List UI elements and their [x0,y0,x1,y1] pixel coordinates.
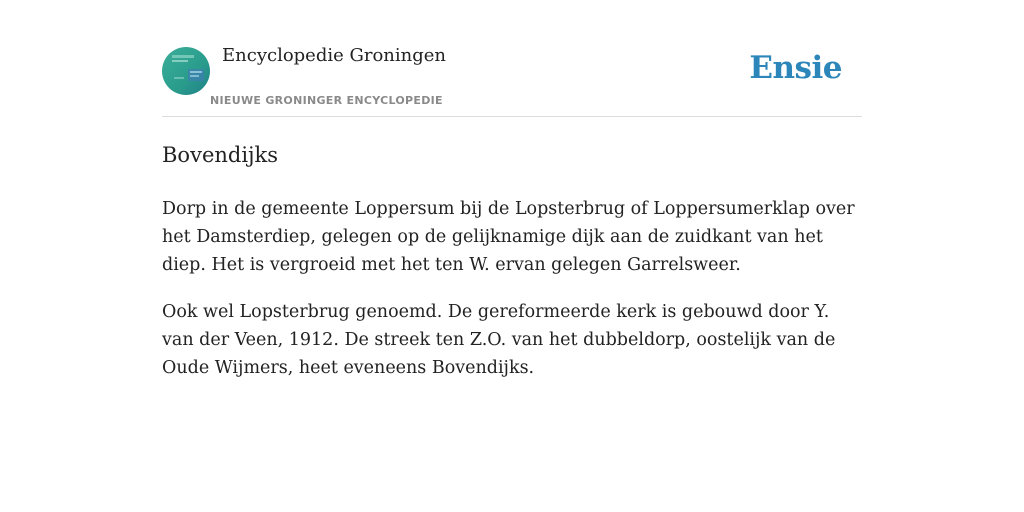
article-paragraph: Dorp in de gemeente Loppersum bij de Lopsterbrug of Loppersumerklap over het Damsterdiep, gelegen op de gelijknamige dijk aan de zuidkant van het diep. Het is vergroeid met het ten W. ervan gelegen Garrelsweer. [162,199,855,275]
site-subtitle: NIEUWE GRONINGER ENCYCLOPEDIE [210,94,443,107]
site-name-link[interactable]: Encyclopedie Groningen [222,45,447,66]
article-title: Bovendijks [162,143,279,167]
ensie-logo[interactable]: Ensie [749,50,842,86]
site-avatar[interactable] [162,47,210,95]
site-header [162,0,862,117]
article [162,139,862,401]
book-cover-icon [162,47,210,95]
article-paragraph: Ook wel Lopsterbrug genoemd. De gereformeerde kerk is gebouwd door Y. van der Veen, 1912. De streek ten Z.O. van het dubbeldorp, oostelijk van de Oude Wijmers, heet eveneens Bovendijks. [162,302,836,378]
